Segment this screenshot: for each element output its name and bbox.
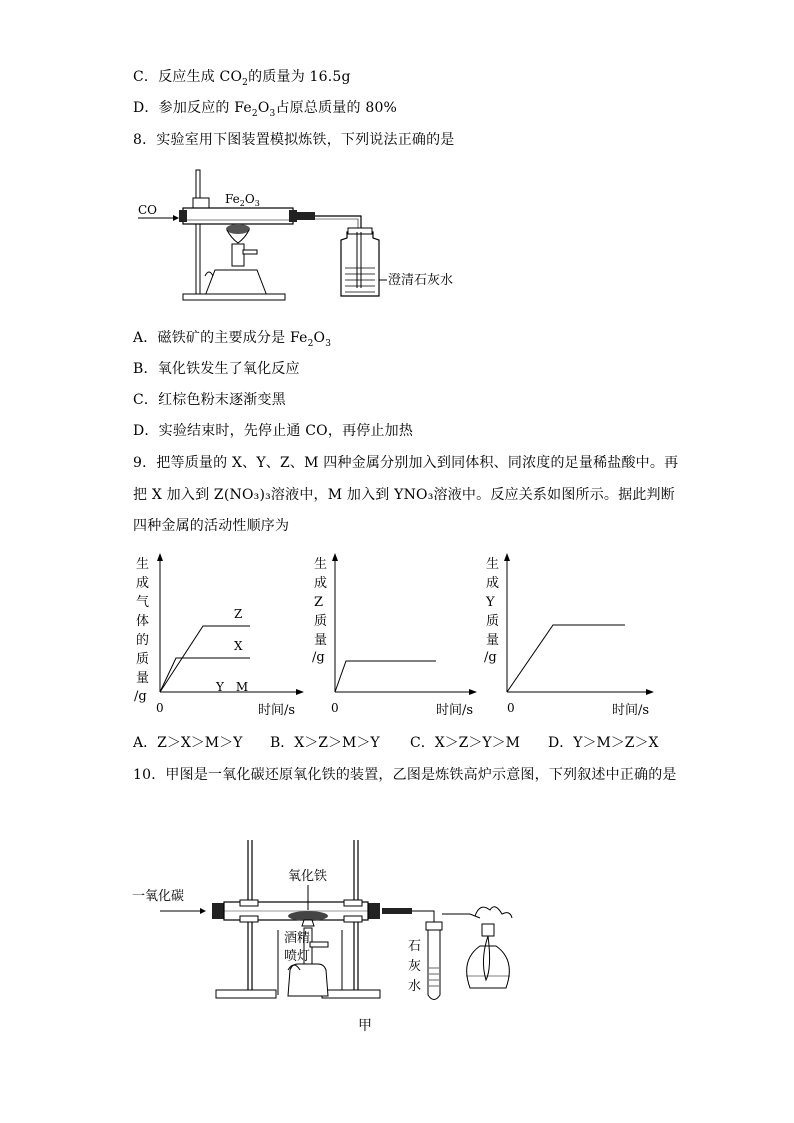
q8-option-c: C．红棕色粉末逐渐变黑 [133, 392, 286, 408]
q8-option-a: A．磁铁矿的主要成分是 $Fe_2O_3$ [133, 330, 332, 349]
q8-stem: 8．实验室用下图装置模拟炼铁，下列说法正确的是 [133, 132, 455, 148]
svg-text:体: 体 [136, 614, 150, 629]
svg-text:质: 质 [314, 614, 328, 629]
q10-limewater-tube [428, 928, 440, 1000]
q10-tail-flame [475, 907, 512, 918]
q9-option-d: D．Y＞M＞Z＞X [548, 735, 659, 751]
svg-text:量: 量 [486, 633, 500, 648]
q10-lamp-label-line1: 酒精 [284, 931, 311, 946]
q10-stem: 10．甲图是一氧化碳还原氧化铁的装置，乙图是炼铁高炉示意图，下列叙述中正确的是 [133, 767, 677, 783]
q10-right-base [322, 990, 380, 998]
q10-lamp-label-line2: 喷灯 [284, 949, 311, 964]
q9-option-a: A．Z＞X＞M＞Y [133, 735, 243, 751]
q9-graph2-xlabel: 时间/s [436, 703, 474, 718]
q9-graph3-origin: 0 [507, 701, 515, 715]
q8-option-d: D．实验结束时，先停止通 CO，再停止加热 [133, 423, 414, 439]
q10-left-base [216, 990, 276, 998]
q8-fe2o3-powder [226, 224, 250, 234]
svg-text:生: 生 [486, 557, 500, 572]
svg-text:气: 气 [136, 595, 150, 610]
q7-option-d: D．参加反应的 $Fe_2O_3$占原总质量的 80% [133, 100, 398, 119]
q9-stem-line3: 四种金属的活动性顺序为 [133, 518, 290, 534]
q9-graph1-ylabel [134, 556, 149, 704]
q9-graph1-label-z: Z [234, 607, 243, 621]
svg-text:的: 的 [136, 633, 150, 648]
q9-graph2-series [335, 661, 436, 692]
svg-text:成: 成 [486, 576, 500, 591]
svg-text:/g: /g [312, 650, 325, 665]
q9-graph2-origin: 0 [331, 701, 339, 715]
svg-text:成: 成 [314, 576, 328, 591]
q8-stand-base [183, 294, 285, 300]
svg-text:Z: Z [314, 595, 324, 610]
q10-lamp-reservoir [288, 964, 328, 996]
q10-co-label: 一氧化碳 [132, 889, 185, 904]
svg-text:质: 质 [486, 614, 500, 629]
svg-text:/g: /g [134, 689, 147, 704]
svg-text:质: 质 [136, 652, 150, 667]
q10-alcohol-lamp [467, 946, 510, 988]
svg-text:量: 量 [136, 671, 150, 686]
q9-graph3-series [507, 625, 625, 692]
q8-option-b: B．氧化铁发生了氧化反应 [133, 361, 300, 377]
q8-burner-base [205, 270, 267, 296]
q10-figure-caption: 甲 [358, 1018, 372, 1034]
svg-text:/g: /g [484, 650, 497, 665]
q8-apparatus-figure [135, 168, 475, 308]
q10-lime-label-2: 灰 [408, 959, 422, 974]
q10-lime-label-3: 水 [408, 979, 422, 994]
q9-graph3-ylabel [484, 556, 499, 665]
q9-stem-line1: 9．把等质量的 X、Y、Z、M 四种金属分别加入到同体积、同浓度的足量稀盐酸中。再 [133, 455, 679, 471]
svg-text:成: 成 [136, 576, 150, 591]
q9-stem-line2: 把 X 加入到 Z(NO₃)₃溶液中，M 加入到 YNO₃溶液中。反应关系如图所示。据此判断 [133, 487, 675, 503]
q8-glass-tube [183, 208, 293, 224]
svg-text:生: 生 [136, 557, 150, 572]
q9-graph-gas [130, 552, 310, 722]
q8-co-label: CO [138, 203, 158, 217]
q10-apparatus-figure-jia [130, 830, 530, 1040]
q9-graph2-ylabel [312, 556, 327, 665]
q8-limewater-label: 澄清石灰水 [388, 273, 454, 288]
q10-lime-label-1: 石 [408, 939, 422, 954]
q9-graph-y-mass [480, 552, 660, 722]
svg-text:量: 量 [314, 633, 328, 648]
q10-fe-oxide-label: 氧化铁 [288, 869, 328, 884]
q9-graph1-xlabel: 时间/s [258, 703, 296, 718]
q8-stand-rod [196, 170, 200, 296]
q9-option-b: B．X＞Z＞M＞Y [270, 735, 380, 751]
q7-option-c: C．反应生成 $CO_2$的质量为 16.5g [133, 69, 351, 88]
q9-graph1-origin: 0 [156, 701, 164, 715]
q9-graph3-xlabel: 时间/s [612, 703, 650, 718]
q9-graph-z-mass [308, 552, 488, 722]
q8-fe2o3-label: $Fe_2O_3$ [225, 192, 260, 208]
q8-clamp [193, 198, 209, 208]
svg-text:Y: Y [486, 595, 495, 610]
q9-option-c: C．X＞Z＞Y＞M [410, 735, 520, 751]
svg-text:生: 生 [314, 557, 328, 572]
q9-graph1-label-ym: Y M [216, 680, 249, 694]
q9-graph1-label-x: X [234, 639, 243, 653]
q8-burner [232, 244, 244, 266]
